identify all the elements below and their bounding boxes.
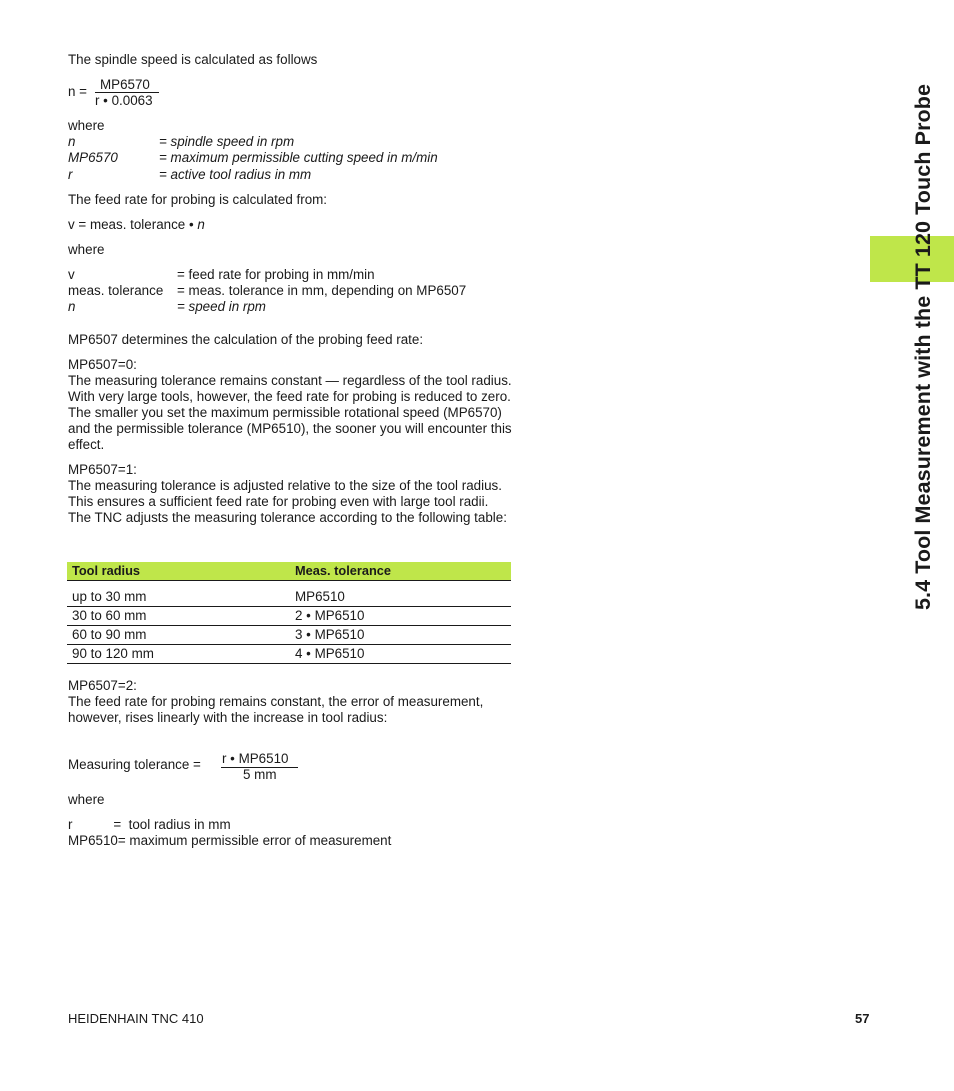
spindle-def-term: r: [68, 167, 73, 182]
feed-def-desc: = feed rate for probing in mm/min: [177, 267, 375, 282]
spindle-def-desc: = maximum permissible cutting speed in m/min: [159, 150, 438, 165]
table-row: [67, 607, 511, 626]
tolerance-formula-denominator: 5 mm: [243, 767, 277, 782]
spindle-formula-numerator: MP6570: [100, 77, 150, 92]
mp6507-option1-text: The measuring tolerance is adjusted relative to the size of the tool radius. This ensures a sufficient feed rate for probing even with large tool radii. The TNC adjusts the measuring tolerance according to the following table:: [68, 478, 507, 525]
chapter-title: 5.4 Tool Measurement with the TT 120 Touch Probe: [911, 83, 935, 610]
cell-meas-tolerance: MP6510: [295, 589, 345, 604]
spindle-def-desc: = active tool radius in mm: [159, 167, 312, 182]
cell-tool-radius: 30 to 60 mm: [72, 608, 147, 623]
cell-tool-radius: 90 to 120 mm: [72, 646, 154, 661]
mp6507-option1-label: MP6507=1:: [68, 462, 137, 477]
feed-def-desc: = meas. tolerance in mm, depending on MP6507: [177, 283, 467, 298]
cell-tool-radius: 60 to 90 mm: [72, 627, 147, 642]
feed-def-term: meas. tolerance: [68, 283, 164, 298]
tolerance-def-mp6510: MP6510= maximum permissible error of measurement: [68, 833, 392, 848]
tolerance-table: [67, 562, 511, 664]
mp6507-option0-label: MP6507=0:: [68, 357, 137, 372]
feed-where: where: [68, 242, 105, 257]
spindle-where: where: [68, 118, 105, 133]
tolerance-formula-numerator: r • MP6510: [222, 751, 289, 766]
table-row: [67, 626, 511, 645]
feed-formula: [68, 217, 205, 233]
spindle-def-term: n: [68, 134, 76, 149]
cell-meas-tolerance: 2 • MP6510: [295, 608, 365, 623]
feed-def-desc: = speed in rpm: [177, 299, 266, 314]
table-row: [67, 588, 511, 607]
footer-page-number: 57: [855, 1011, 870, 1026]
tolerance-def-r: r = tool radius in mm: [68, 817, 231, 832]
feed-formula-var: n: [197, 217, 205, 232]
table-row: [67, 645, 511, 664]
spindle-intro: The spindle speed is calculated as follows: [68, 52, 318, 67]
feed-formula-text: v = meas. tolerance •: [68, 217, 194, 232]
table-header: [67, 562, 511, 581]
mp6507-option2-text: The feed rate for probing remains constant, the error of measurement, however, rises linearly with the increase in tool radius:: [68, 694, 484, 725]
spindle-def-term: MP6570: [68, 150, 118, 165]
mp6507-option0-text: The measuring tolerance remains constant — regardless of the tool radius. With very large tools, however, the feed rate for probing is reduced to zero. The smaller you set the maximum permissible rotational speed (MP6570) and the permissible tolerance (MP6510), the sooner you will encounter this effect.: [68, 373, 512, 452]
spindle-formula-lhs: n =: [68, 84, 87, 99]
feed-def-term: v: [68, 267, 75, 282]
cell-meas-tolerance: 3 • MP6510: [295, 627, 365, 642]
spindle-formula-denominator: r • 0.0063: [95, 93, 153, 108]
footer-manual-name: HEIDENHAIN TNC 410: [68, 1011, 204, 1026]
mp6507-option2-label: MP6507=2:: [68, 678, 137, 693]
feed-intro: The feed rate for probing is calculated from:: [68, 192, 328, 207]
header-meas-tolerance: Meas. tolerance: [295, 563, 392, 578]
tolerance-where: where: [68, 792, 105, 807]
feed-def-term: n: [68, 299, 76, 314]
tolerance-formula-lhs: Measuring tolerance =: [68, 757, 201, 772]
mp6507-intro: MP6507 determines the calculation of the probing feed rate:: [68, 332, 424, 347]
cell-tool-radius: up to 30 mm: [72, 589, 147, 604]
header-tool-radius: Tool radius: [72, 563, 141, 578]
spindle-def-desc: = spindle speed in rpm: [159, 134, 295, 149]
cell-meas-tolerance: 4 • MP6510: [295, 646, 365, 661]
